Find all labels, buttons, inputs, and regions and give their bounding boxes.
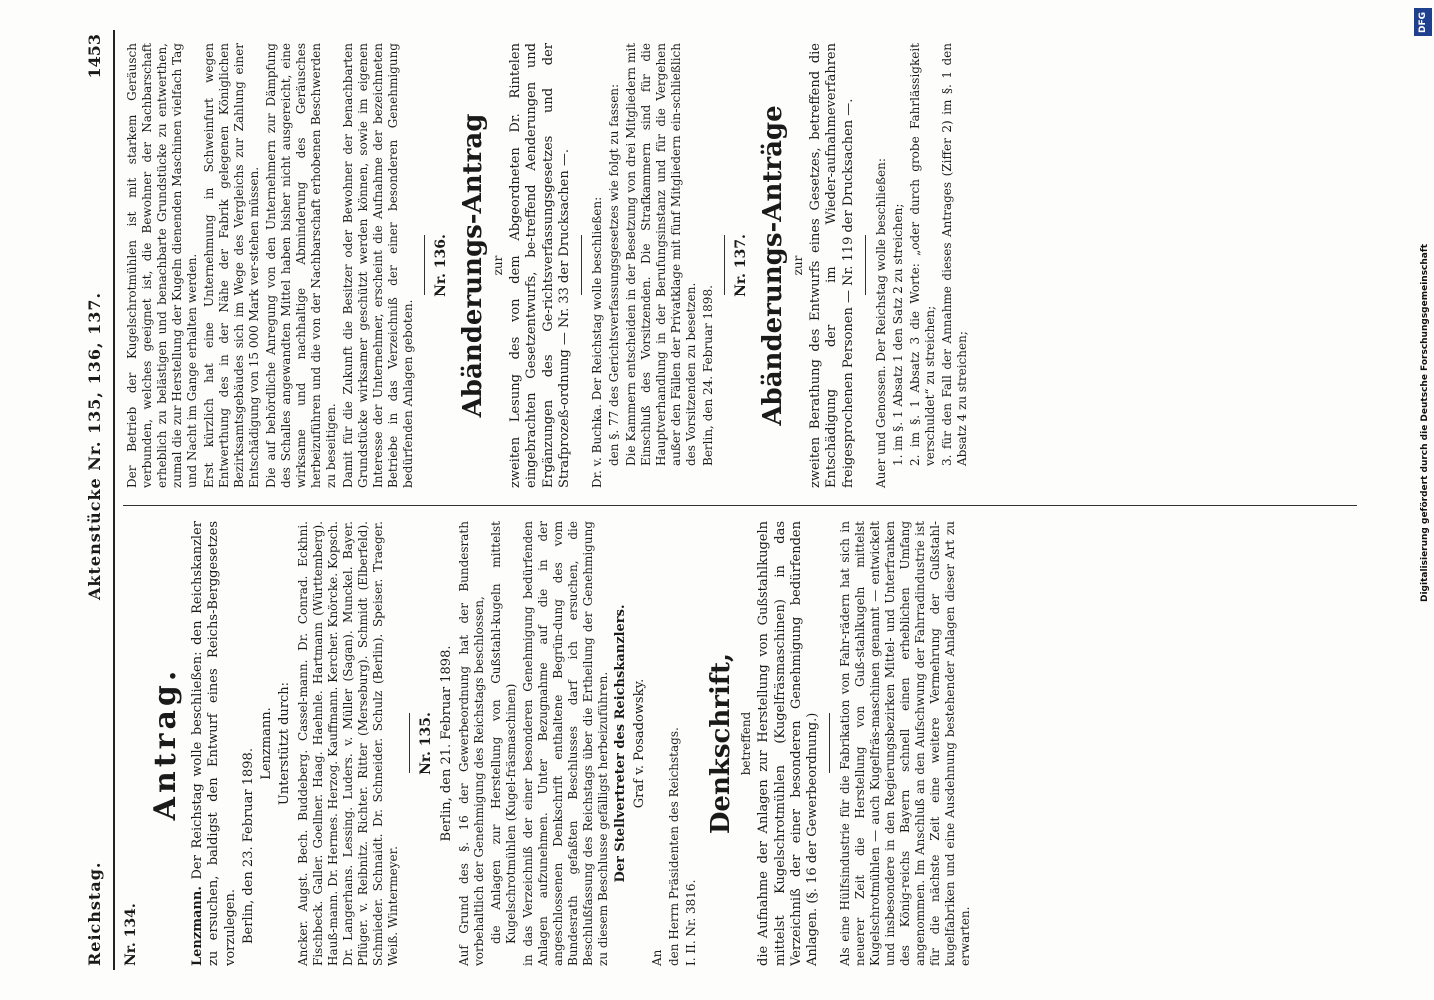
document-sheet xyxy=(67,20,1367,980)
betreffend: betreffend xyxy=(739,711,754,776)
separator xyxy=(865,236,866,296)
section-nr-134: Nr. 134. xyxy=(123,903,139,966)
antrag-title: Antrag. xyxy=(147,666,183,821)
reference-number: I. II. Nr. 3816. xyxy=(683,879,698,966)
dfg-logo: DFG xyxy=(1414,8,1432,36)
separator xyxy=(424,236,425,296)
p135-body: in das Verzeichniß der einer besonderen Genehmigung bedürfenden Anlagen aufzunehmen. Unter Bezugnahme auf die in der angeschlossenen Denkschrift enthaltene Begrün-dung des vom Bundesrath gefaßten Beschlusses darf ich ersuchen, die Beschlußfassung des Reichstags über die Ertheilung der Genehmigung zu diesem Beschlusse gefälligst herbeizuführen. xyxy=(521,521,611,966)
supporters-list: Ancker. Augst. Bech. Buddeberg. Cassel-mann. Dr. Conrad. Eckhni. Fischbeck. Galler. Goellner. Haag. Haehnle. Hartmann (Württemberg). Hauß-mann. Dr. Hermes. Herzog. Kauffmann. Kercher. Knörcke. Kopsch. Dr. Langerhans. Lessing. Luders. v. Müller (Sagan). Munckel. Bayer. Pflüger. v. Reibnitz. Richter. Ritter (Merseburg). Schmidt (Elberfeld). Schmieder. Schnaidt. Dr. Schneider. Schulz (Berlin). Speiser. Traeger. Weiß. Wintermeyer. xyxy=(295,521,400,966)
header-title: Aktenstücke Nr. 135, 136, 137. xyxy=(85,291,104,600)
buchka-text: den §. 77 des Gerichtsverfassungsgesetzes wie folgt zu fassen: xyxy=(607,83,621,466)
zur-1: zur xyxy=(491,255,505,276)
rc-paragraph-1: Der Betrieb der Kugelschrotmühlen ist mit starkem Geräusch verbunden, welches geeignet ist, die Bewohner der Nachbarschaft erheblich zu belästigen und benachbarte Grundstücke zu entwerthen, zumal die zur Herstellung der Kugeln dienenden Maschinen vielfach Tag und Nacht im Gange erhalten werden. xyxy=(125,43,199,488)
denkschrift-title: Denkschrift, xyxy=(705,652,736,835)
header-left: Reichstag. xyxy=(85,861,104,966)
supported-by: Unterstützt durch: xyxy=(277,681,293,806)
buchka-intro: Dr. v. Buchka. Der Reichstag wolle beschließen: xyxy=(590,196,604,488)
buchka-quote: Die Kammern entscheiden in der Besetzung von drei Mitgliedern mit Einschluß des Vorsitzenden. Die Strafkammern sind für die Hauptverhandlung in der Berufungsinstanz und für die Vergehen außer den Fällen der Privatklage mit fünf Mitgliedern ein-schließlich des Vorsitzenden zu besetzen. xyxy=(624,43,698,466)
separator xyxy=(581,236,582,296)
section-nr-137: Nr. 137. xyxy=(733,234,749,297)
list-item: 1. im §. 1 Absatz 1 den Satz 2 zu streichen; xyxy=(890,203,905,466)
zur-2: zur xyxy=(791,255,805,276)
rc-paragraph-2: Erst kürzlich hat eine Unternehmung in Schweinfurt wegen Entwerthung des in der Nähe der Fabrik gelegenen Königlichen Bezirksamtsgebäudes sich im Wege des Vergleichs zur Zahlung einer Entschädigung von 15 000 Mark ver-stehen müssen. xyxy=(202,43,261,488)
auer-intro: Auer und Genossen. Der Reichstag wolle beschließen: xyxy=(873,158,888,488)
date-3: Berlin, den 24. Februar 1898. xyxy=(701,285,715,466)
digitization-credit: Digitalisierung gefördert durch die Deutsche Forschungsgemeinschaft xyxy=(1420,243,1430,602)
denkschrift-topic: die Aufnahme der Anlagen zur Herstellung von Gußstahlkugeln mittelst Kugelschrotmühlen (Kugelfräsmaschinen) in das Verzeichniß der einer besonderen Genehmigung bedürfenden Anlagen. (§. 16 der Gewerbeordnung.) xyxy=(756,521,820,966)
p135-intro: Auf Grund des §. 16 der Gewerbeordnung hat der Bundesrath vorbehaltlich der Genehmigung des Reichstags beschlossen, xyxy=(457,521,487,966)
page-number: 1453 xyxy=(85,34,104,79)
header-rule xyxy=(113,30,115,970)
date-1: Berlin, den 23. Februar 1898. xyxy=(240,748,256,944)
antraege-137-title: Abänderungs-Anträge xyxy=(757,105,788,426)
lenzmann-label: Lenzmann. xyxy=(190,886,205,966)
p135-resolution: die Anlagen zur Herstellung von Gußstahl-kugeln mittelst Kugelschrotmühlen (Kugel-fräsmaschinen) xyxy=(489,521,519,944)
topic-136: zweiten Lesung des von dem Abgeordneten Dr. Rintelen eingebrachten Gesetzentwurfs, be-treffend Aenderungen und Ergänzungen des Ge-richtsverfassungsgesetzes und der Strafprozeß-ordnung — Nr. 33 der Drucksachen —. xyxy=(508,43,572,488)
lenzmann-text: Der Reichstag wolle beschließen: den Reichskanzler zu ersuchen, baldigst den Entwurf eines Reichs-Berggesetzes vorzulegen. xyxy=(190,521,238,966)
signature-lenzmann: Lenzmann. xyxy=(259,707,274,780)
antrag-136-title: Abänderungs-Antrag xyxy=(457,113,488,418)
separator xyxy=(724,236,725,296)
lenzmann-motion xyxy=(190,521,239,966)
right-column xyxy=(123,43,1357,488)
rc-paragraph-4: Damit für die Zukunft die Besitzer oder Bewohner der benachbarten Grundstücke wirksamer geschützt werden können, sowie im eigenen Interesse der Unternehmer, erscheint die Aufnahme der bezeichneten Betriebe in das Verzeichniß der einer besonderen Genehmigung bedürfenden Anlagen geboten. xyxy=(341,43,415,488)
rc-paragraph-3: Die auf behördliche Anregung von den Unternehmern zur Dämpfung des Schalles angewandten Mittel haben bisher nicht ausgereicht, eine wirksame und nachhaltige Abminderung des Geräusches herbeizuführen und die von der Nachbarschaft erhobenen Beschwerden zu beseitigen. xyxy=(264,43,338,488)
section-nr-135: Nr. 135. xyxy=(417,712,434,775)
separator xyxy=(829,714,830,774)
topic-137: zweiten Berathung des Entwurfs eines Gesetzes, betreffend die Entschädigung der im Wieder-aufnahmeverfahren freigesprochenen Personen — Nr. 119 der Drucksachen —. xyxy=(808,43,856,488)
column-divider xyxy=(123,505,1357,506)
denkschrift-text: Als eine Hülfsindustrie für die Fabrikation von Fahr-rädern hat sich in neuerer Zeit die Herstellung von Guß-stahlkugeln mittelst Kugelschrotmühlen — auch Kugelfräs-maschinen genannt — entwickelt und insbesondere in den Regierungsbezirken Mittel- und Unterfranken des König-reichs Bayern schnell einen erheblichen Umfang angenommen. Im Anschluß an den Aufschwung der Fahrradindustrie ist für die nächste Zeit eine weitere Vermehrung der Gußstahl-kugelfabriken und eine Ausdehnung bestehender Anlagen dieser Art zu erwarten. xyxy=(838,521,973,966)
stellvertreter: Der Stellvertreter des Reichskanzlers. xyxy=(613,604,629,883)
section-nr-136: Nr. 136. xyxy=(433,234,449,297)
address-praesident: den Herrn Präsidenten des Reichstags. xyxy=(666,727,681,966)
address-an: An xyxy=(649,949,664,966)
separator xyxy=(409,714,410,774)
graf-signature: Graf v. Posadowsky. xyxy=(631,678,647,809)
date-2: Berlin, den 21. Februar 1898. xyxy=(439,645,454,842)
list-item: 3. für den Fall der Annahme dieses Antrages (Ziffer 2) im §. 1 den Absatz 4 zu streichen; xyxy=(939,43,969,466)
left-column xyxy=(123,521,1357,966)
list-item: 2. im §. 1 Absatz 3 die Worte: „oder durch grobe Fahrlässigkeit verschuldet“ zu streichen; xyxy=(907,43,937,466)
